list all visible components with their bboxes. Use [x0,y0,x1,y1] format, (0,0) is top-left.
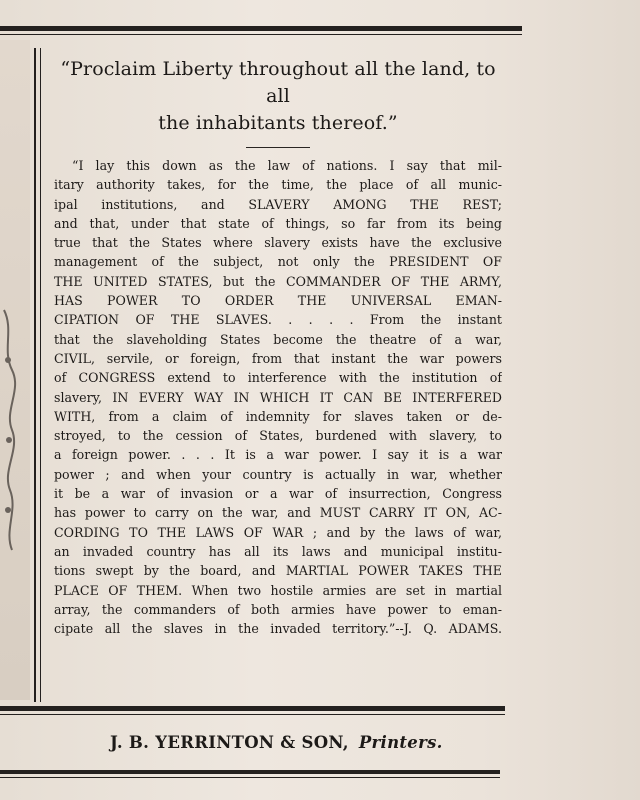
quote-line: cipate all the slaves in the invaded territory.”--J. Q. ADAMS. [54,621,502,637]
quote-line: HAS POWER TO ORDER THE UNIVERSAL EMAN- [54,293,502,309]
column-rule-left [34,48,36,702]
top-rule-thick [0,26,522,31]
quote-line: “I lay this down as the law of nations. I say that mil- [72,158,502,173]
bottom-rule-thin [0,714,505,715]
quote-line: array, the commanders of both armies have power to eman- [54,601,502,617]
quote-line: true that the States where slavery exists have the exclusive [54,235,502,251]
quote-line: a foreign power. . . . It is a war power. I say it is a war [54,447,502,463]
headline-divider [246,147,310,148]
quote-line: itary authority takes, for the time, the place of all munic- [54,177,502,193]
quote-line: CIVIL, servile, or foreign, from that instant the war powers [54,350,502,366]
quote-line: CORDING TO THE LAWS OF WAR ; and by the laws of war, [54,524,502,540]
quote-line: stroyed, to the cession of States, burdened with slavery, to [54,428,502,444]
footer-rule-thick [0,770,500,774]
quote-line: of CONGRESS extend to interference with the institution of [54,370,502,386]
quote-line: power ; and when your country is actually in war, whether [54,466,502,482]
quote-body [54,156,502,638]
quote-line: management of the subject, not only the PRESIDENT OF [54,254,502,270]
bottom-rule-thick [0,706,505,711]
quote-line: it be a war of invasion or a war of insurrection, Congress [54,486,502,502]
headline-line-2: the inhabitants thereof.” [158,112,398,134]
article-column [54,56,502,638]
printer-role: Printers. [358,733,443,752]
quote-line: ipal institutions, and SLAVERY AMONG THE REST; [54,196,502,212]
quote-line: has power to carry on the war, and MUST CARRY IT ON, AC- [54,505,502,521]
quote-line: THE UNITED STATES, but the COMMANDER OF THE ARMY, [54,273,502,289]
quote-line: WITH, from a claim of indemnity for slaves taken or de- [54,408,502,424]
quote-line: CIPATION OF THE SLAVES. . . . . From the instant [54,312,502,328]
quote-line: slavery, IN EVERY WAY IN WHICH IT CAN BE INTERFERED [54,389,502,405]
headline-line-1: “Proclaim Liberty throughout all the land, to all [60,58,496,107]
decorative-ornament-icon [0,300,20,560]
column-rule-left-thin [40,48,41,702]
printer-name: J. B. YERRINTON & SON, [110,733,349,752]
top-rule-thin [0,34,522,35]
quote-line: tions swept by the board, and MARTIAL POWER TAKES THE [54,563,502,579]
quote-line: and that, under that state of things, so far from its being [54,215,502,231]
quote-line: that the slaveholding States become the theatre of a war, [54,331,502,347]
printer-imprint [110,733,490,752]
headline [54,56,502,137]
quote-line: PLACE OF THEM. When two hostile armies are set in martial [54,582,502,598]
footer-rule-thin [0,777,500,778]
quote-line: an invaded country has all its laws and municipal institu- [54,543,502,559]
